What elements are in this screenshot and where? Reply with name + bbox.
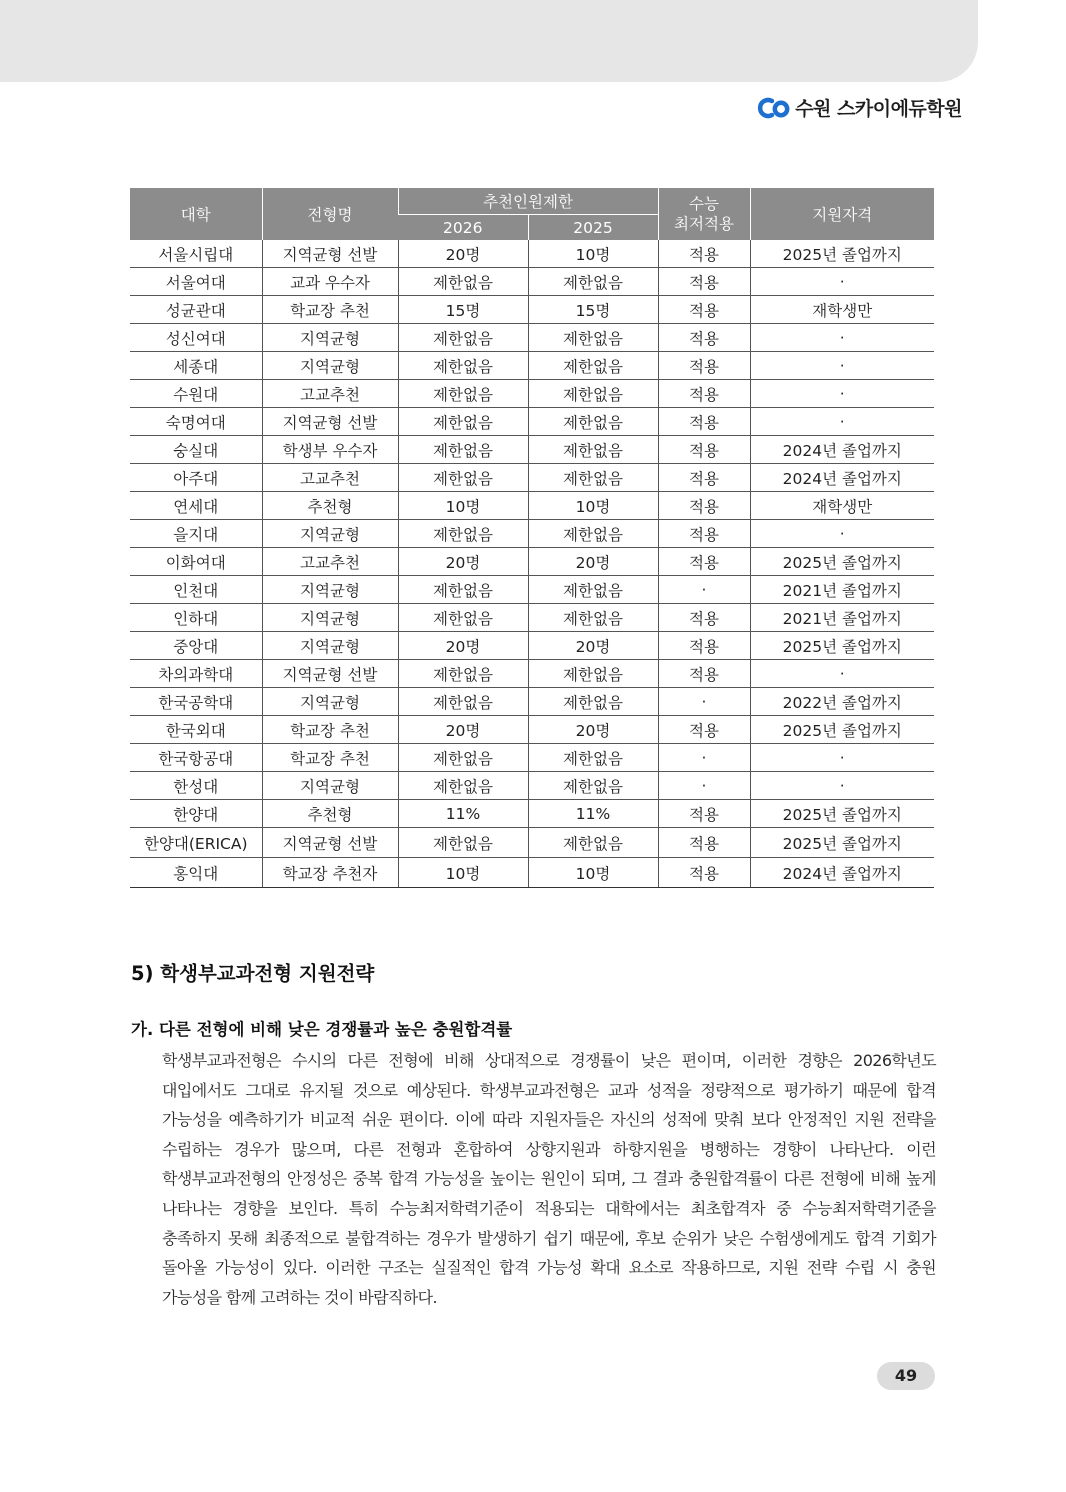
table-row: [130, 380, 934, 408]
cell-track: 학교장 추천: [262, 296, 398, 324]
cell-track: 지역균형 선발: [262, 660, 398, 688]
cell-limit-2025: 제한없음: [528, 324, 658, 352]
cell-track: 지역균형 선발: [262, 828, 398, 858]
cell-limit-2025: 제한없음: [528, 380, 658, 408]
cell-limit-2025: 제한없음: [528, 408, 658, 436]
cell-limit-2025: 11%: [528, 800, 658, 828]
cell-univ: 인천대: [130, 576, 262, 604]
cell-limit-2025: 제한없음: [528, 576, 658, 604]
cell-univ: 성균관대: [130, 296, 262, 324]
cell-eligibility: 2025년 졸업까지: [750, 548, 934, 576]
table-row: [130, 324, 934, 352]
cell-univ: 서울여대: [130, 268, 262, 296]
cell-eligibility: 2025년 졸업까지: [750, 828, 934, 858]
cell-limit-2026: 제한없음: [398, 352, 528, 380]
cell-track: 고교추천: [262, 548, 398, 576]
header-limit: 추천인원제한: [398, 188, 658, 215]
cell-csat: 적용: [658, 492, 750, 520]
cell-univ: 숭실대: [130, 436, 262, 464]
header-track: 전형명: [262, 188, 398, 240]
cell-csat: ·: [658, 772, 750, 800]
table-row: [130, 240, 934, 268]
header-csat-line1: 수능: [689, 195, 719, 213]
table-row: [130, 408, 934, 436]
cell-limit-2025: 제한없음: [528, 352, 658, 380]
cell-track: 지역균형: [262, 632, 398, 660]
cell-eligibility: 2021년 졸업까지: [750, 576, 934, 604]
cell-track: 고교추천: [262, 464, 398, 492]
cell-univ: 성신여대: [130, 324, 262, 352]
cell-limit-2025: 20명: [528, 548, 658, 576]
cell-limit-2026: 제한없음: [398, 604, 528, 632]
cell-limit-2026: 제한없음: [398, 268, 528, 296]
cell-univ: 한국항공대: [130, 744, 262, 772]
cell-csat: 적용: [658, 352, 750, 380]
cell-eligibility: 2022년 졸업까지: [750, 688, 934, 716]
table-row: [130, 604, 934, 632]
cell-limit-2026: 20명: [398, 632, 528, 660]
cell-csat: ·: [658, 688, 750, 716]
cell-eligibility: ·: [750, 380, 934, 408]
table-row: [130, 548, 934, 576]
cell-eligibility: 2024년 졸업까지: [750, 464, 934, 492]
table-row: [130, 744, 934, 772]
cell-limit-2025: 제한없음: [528, 520, 658, 548]
cell-univ: 한국외대: [130, 716, 262, 744]
cell-limit-2026: 제한없음: [398, 828, 528, 858]
cell-csat: 적용: [658, 268, 750, 296]
cell-eligibility: ·: [750, 520, 934, 548]
cell-univ: 을지대: [130, 520, 262, 548]
cell-track: 지역균형 선발: [262, 240, 398, 268]
cell-track: 학생부 우수자: [262, 436, 398, 464]
table-row: [130, 828, 934, 858]
table-row: [130, 352, 934, 380]
cell-eligibility: 2024년 졸업까지: [750, 858, 934, 888]
brand: [757, 94, 962, 121]
cell-univ: 홍익대: [130, 858, 262, 888]
cell-track: 추천형: [262, 492, 398, 520]
cell-track: 지역균형: [262, 576, 398, 604]
table-row: [130, 660, 934, 688]
cell-track: 지역균형: [262, 688, 398, 716]
cell-csat: ·: [658, 576, 750, 604]
university-table: [130, 188, 934, 888]
cell-univ: 한국공학대: [130, 688, 262, 716]
cell-csat: 적용: [658, 632, 750, 660]
cell-csat: 적용: [658, 520, 750, 548]
cell-eligibility: 재학생만: [750, 492, 934, 520]
cell-limit-2026: 20명: [398, 548, 528, 576]
cell-eligibility: 2025년 졸업까지: [750, 632, 934, 660]
cell-limit-2025: 제한없음: [528, 772, 658, 800]
cell-limit-2026: 10명: [398, 492, 528, 520]
cell-limit-2026: 제한없음: [398, 772, 528, 800]
table-row: [130, 576, 934, 604]
cell-track: 지역균형 선발: [262, 408, 398, 436]
cell-univ: 한성대: [130, 772, 262, 800]
cell-limit-2025: 제한없음: [528, 604, 658, 632]
table-row: [130, 436, 934, 464]
cell-eligibility: ·: [750, 772, 934, 800]
cell-univ: 이화여대: [130, 548, 262, 576]
cell-univ: 서울시립대: [130, 240, 262, 268]
header-csat-line2: 최저적용: [674, 215, 734, 233]
table-row: [130, 688, 934, 716]
page-number: 49: [877, 1362, 935, 1390]
cell-univ: 수원대: [130, 380, 262, 408]
cell-limit-2025: 10명: [528, 240, 658, 268]
cell-limit-2026: 제한없음: [398, 576, 528, 604]
cell-limit-2025: 10명: [528, 858, 658, 888]
cell-limit-2025: 제한없음: [528, 828, 658, 858]
cell-csat: 적용: [658, 716, 750, 744]
cell-limit-2025: 제한없음: [528, 268, 658, 296]
section-title: 5) 학생부교과전형 지원전략: [131, 962, 375, 985]
cell-eligibility: ·: [750, 268, 934, 296]
header-limit-2026: 2026: [398, 215, 528, 241]
cell-univ: 중앙대: [130, 632, 262, 660]
cell-eligibility: ·: [750, 352, 934, 380]
cell-track: 고교추천: [262, 380, 398, 408]
cell-track: 추천형: [262, 800, 398, 828]
cell-track: 지역균형: [262, 604, 398, 632]
sky-edu-logo-icon: [757, 96, 791, 120]
cell-eligibility: ·: [750, 408, 934, 436]
cell-limit-2026: 20명: [398, 716, 528, 744]
cell-univ: 연세대: [130, 492, 262, 520]
cell-csat: 적용: [658, 240, 750, 268]
header-limit-2025: 2025: [528, 215, 658, 241]
cell-limit-2026: 제한없음: [398, 688, 528, 716]
cell-csat: 적용: [658, 436, 750, 464]
cell-csat: 적용: [658, 660, 750, 688]
cell-eligibility: 2024년 졸업까지: [750, 436, 934, 464]
table-row: [130, 296, 934, 324]
cell-limit-2026: 20명: [398, 240, 528, 268]
cell-univ: 한양대(ERICA): [130, 828, 262, 858]
cell-eligibility: 2025년 졸업까지: [750, 800, 934, 828]
cell-csat: 적용: [658, 464, 750, 492]
cell-track: 지역균형: [262, 772, 398, 800]
table-row: [130, 716, 934, 744]
cell-csat: ·: [658, 744, 750, 772]
cell-eligibility: 2021년 졸업까지: [750, 604, 934, 632]
section-subtitle: 가. 다른 전형에 비해 낮은 경쟁률과 높은 충원합격률: [131, 1020, 513, 1039]
cell-limit-2026: 제한없음: [398, 380, 528, 408]
cell-track: 지역균형: [262, 352, 398, 380]
cell-limit-2025: 15명: [528, 296, 658, 324]
cell-univ: 한양대: [130, 800, 262, 828]
cell-limit-2026: 11%: [398, 800, 528, 828]
cell-limit-2025: 제한없음: [528, 744, 658, 772]
body-paragraph: 학생부교과전형은 수시의 다른 전형에 비해 상대적으로 경쟁률이 낮은 편이며, 이러한 경향은 2026학년도 대입에서도 그대로 유지될 것으로 예상된다. 학생부교과전형은 교과 성적을 정량적으로 평가하기 때문에 합격 가능성을 예측하기가 비교적 쉬운 편이다. 이에 따라 지원자들은 자신의 성적에 맞춰 보다 안정적인 지원 전략을 수립하는 경우가 많으며, 다른 전형과 혼합하여 상향지원과 하향지원을 병행하는 경향이 나타난다. 이런 학생부교과전형의 안정성은 중복 합격 가능성을 높이는 원인이 되며, 그 결과 충원합격률이 다른 전형에 비해 높게 나타나는 경향을 보인다. 특히 수능최저학력기준이 적용되는 대학에서는 최초합격자 중 수능최저학력기준을 충족하지 못해 최종적으로 불합격하는 경우가 발생하기 쉽기 때문에, 후보 순위가 낮은 수험생에게도 합격 기회가 돌아올 가능성이 있다. 이러한 구조는 실질적인 합격 가능성 확대 요소로 작용하므로, 지원 전략 수립 시 충원 가능성을 함께 고려하는 것이 바람직하다.: [162, 1051, 936, 1307]
cell-csat: 적용: [658, 828, 750, 858]
table-row: [130, 772, 934, 800]
cell-csat: 적용: [658, 408, 750, 436]
cell-csat: 적용: [658, 380, 750, 408]
table-body: [130, 240, 934, 888]
cell-track: 지역균형: [262, 520, 398, 548]
cell-univ: 차의과학대: [130, 660, 262, 688]
header-eligibility: 지원자격: [750, 188, 934, 240]
header-band: [0, 0, 978, 82]
cell-csat: 적용: [658, 858, 750, 888]
header-univ: 대학: [130, 188, 262, 240]
table-row: [130, 632, 934, 660]
cell-limit-2026: 10명: [398, 858, 528, 888]
cell-track: 지역균형: [262, 324, 398, 352]
cell-eligibility: ·: [750, 324, 934, 352]
brand-name: 수원 스카이에듀학원: [795, 98, 962, 120]
cell-eligibility: 2025년 졸업까지: [750, 716, 934, 744]
cell-limit-2026: 제한없음: [398, 324, 528, 352]
cell-limit-2026: 15명: [398, 296, 528, 324]
table-row: [130, 520, 934, 548]
cell-limit-2026: 제한없음: [398, 464, 528, 492]
cell-track: 학교장 추천자: [262, 858, 398, 888]
cell-limit-2026: 제한없음: [398, 520, 528, 548]
cell-limit-2026: 제한없음: [398, 408, 528, 436]
cell-limit-2025: 제한없음: [528, 464, 658, 492]
cell-csat: 적용: [658, 604, 750, 632]
cell-eligibility: ·: [750, 744, 934, 772]
cell-csat: 적용: [658, 800, 750, 828]
cell-limit-2025: 20명: [528, 632, 658, 660]
cell-track: 교과 우수자: [262, 268, 398, 296]
header-csat: [658, 188, 750, 240]
cell-eligibility: 재학생만: [750, 296, 934, 324]
cell-univ: 세종대: [130, 352, 262, 380]
cell-limit-2025: 제한없음: [528, 660, 658, 688]
cell-csat: 적용: [658, 296, 750, 324]
table-row: [130, 858, 934, 888]
cell-limit-2026: 제한없음: [398, 436, 528, 464]
table-row: [130, 268, 934, 296]
cell-limit-2025: 10명: [528, 492, 658, 520]
cell-limit-2025: 제한없음: [528, 688, 658, 716]
cell-univ: 아주대: [130, 464, 262, 492]
cell-limit-2025: 제한없음: [528, 436, 658, 464]
cell-csat: 적용: [658, 548, 750, 576]
cell-univ: 숙명여대: [130, 408, 262, 436]
cell-track: 학교장 추천: [262, 716, 398, 744]
table-row: [130, 464, 934, 492]
table-row: [130, 492, 934, 520]
cell-csat: 적용: [658, 324, 750, 352]
cell-eligibility: 2025년 졸업까지: [750, 240, 934, 268]
cell-limit-2025: 20명: [528, 716, 658, 744]
cell-limit-2026: 제한없음: [398, 744, 528, 772]
cell-eligibility: ·: [750, 660, 934, 688]
cell-limit-2026: 제한없음: [398, 660, 528, 688]
cell-univ: 인하대: [130, 604, 262, 632]
cell-track: 학교장 추천: [262, 744, 398, 772]
table-row: [130, 800, 934, 828]
